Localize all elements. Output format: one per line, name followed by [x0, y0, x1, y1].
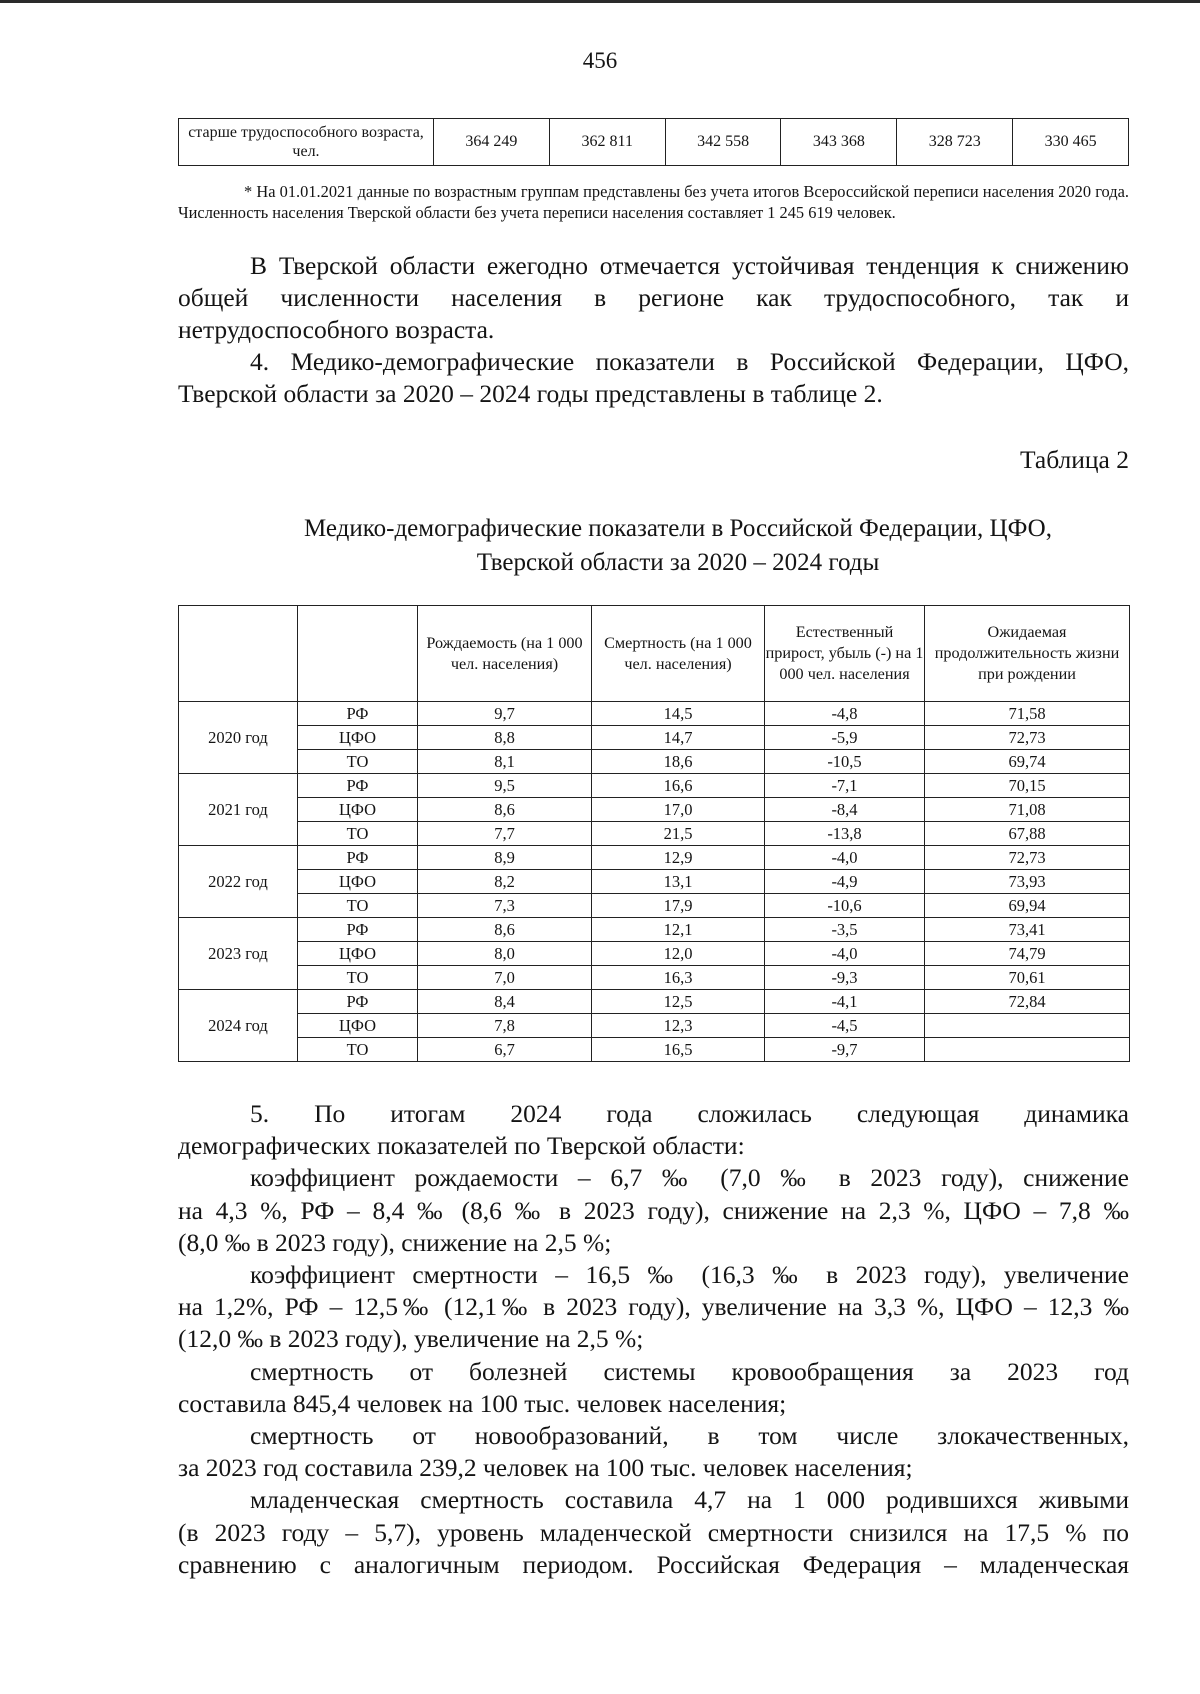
life-expectancy-cell: 67,88	[925, 822, 1130, 846]
region-cell: ТО	[298, 894, 418, 918]
table-title-line: Тверской области за 2020 – 2024 годы	[476, 549, 880, 576]
row-label: старше трудоспособного возраста, чел.	[179, 119, 434, 166]
table-cell: 364 249	[434, 119, 550, 166]
text-line: за 2023 год составила 239,2 человек на 100 тыс. человек населения;	[178, 1453, 913, 1483]
region-cell: ЦФО	[298, 1014, 418, 1038]
footnote-text: * На 01.01.2021 данные по возрастным группам представлены без учета итогов Всероссийской переписи населения 2020 года. Численность населения Тверской области без учета переписи населения составляет 1 245 619 человек.	[178, 182, 1129, 222]
birth-rate-cell: 7,3	[418, 894, 592, 918]
text-line: 5. По итогам 2024 года сложилась следующая динамика	[250, 1099, 1129, 1128]
table-row	[179, 894, 1130, 918]
year-cell: 2024 год	[179, 990, 298, 1062]
birth-rate-cell: 7,8	[418, 1014, 592, 1038]
death-rate-cell: 12,9	[592, 846, 765, 870]
year-cell: 2020 год	[179, 702, 298, 774]
death-rate-cell: 12,1	[592, 918, 765, 942]
text-line: коэффициент рождаемости – 6,7 ‰ (7,0 ‰ в 2023 году), снижение	[250, 1163, 1129, 1193]
region-cell: ТО	[298, 822, 418, 846]
birth-rate-cell: 8,1	[418, 750, 592, 774]
text-line: (8,0 ‰ в 2023 году), снижение на 2,5 %;	[178, 1227, 612, 1257]
region-cell: ЦФО	[298, 726, 418, 750]
year-cell: 2022 год	[179, 846, 298, 918]
paragraph-4	[178, 346, 1129, 410]
birth-rate-cell: 7,0	[418, 966, 592, 990]
table-row	[179, 726, 1130, 750]
paragraph-text: 4. Медико-демографические показатели в Российской Федерации, ЦФО, Тверской области за 2020 – 2024 годы представлены в таблице 2.	[178, 347, 1129, 408]
region-cell: РФ	[298, 846, 418, 870]
birth-rate-cell: 8,6	[418, 798, 592, 822]
death-rate-cell: 16,6	[592, 774, 765, 798]
region-cell: ТО	[298, 966, 418, 990]
region-cell: РФ	[298, 918, 418, 942]
table-label: Таблица 2	[1019, 445, 1129, 474]
text-line: составила 845,4 человек на 100 тыс. человек населения;	[178, 1388, 787, 1418]
paragraph-text: В Тверской области ежегодно отмечается устойчивая тенденция к снижению общей численности населения в регионе как трудоспособного, так и нетрудоспособного возраста.	[178, 251, 1129, 344]
text-line: коэффициент смертности – 16,5 ‰ (16,3 ‰ в 2023 году), увеличение	[250, 1260, 1129, 1290]
birth-rate-cell: 9,5	[418, 774, 592, 798]
death-rate-cell: 16,5	[592, 1038, 765, 1062]
natural-growth-cell: -9,3	[765, 966, 925, 990]
table-row	[179, 1038, 1130, 1062]
death-rate-cell: 17,0	[592, 798, 765, 822]
table-cell: 362 811	[549, 119, 665, 166]
column-header	[179, 606, 298, 702]
table-row	[179, 942, 1130, 966]
region-cell: ТО	[298, 750, 418, 774]
text-line: смертность от болезней системы кровообращения за 2023 год	[250, 1356, 1129, 1386]
death-rate-cell: 16,3	[592, 966, 765, 990]
birth-rate-cell: 7,7	[418, 822, 592, 846]
region-cell: ЦФО	[298, 942, 418, 966]
year-cell: 2021 год	[179, 774, 298, 846]
natural-growth-cell: -3,5	[765, 918, 925, 942]
birth-rate-cell: 9,7	[418, 702, 592, 726]
natural-growth-cell: -4,1	[765, 990, 925, 1014]
text-line: на 1,2%, РФ – 12,5‰ (12,1‰ в 2023 году), увеличение на 3,3 %, ЦФО – 12,3 ‰	[178, 1292, 1129, 1322]
text-line: смертность от новообразований, в том числе злокачественных,	[250, 1421, 1129, 1451]
table-row	[179, 966, 1130, 990]
life-expectancy-cell: 71,08	[925, 798, 1130, 822]
birth-rate-cell: 8,2	[418, 870, 592, 894]
life-expectancy-cell: 72,84	[925, 990, 1130, 1014]
table-title	[178, 512, 1178, 580]
death-rate-cell: 13,1	[592, 870, 765, 894]
birth-rate-cell: 8,0	[418, 942, 592, 966]
death-rate-cell: 21,5	[592, 822, 765, 846]
text-line: младенческая смертность составила 4,7 на 1 000 родившихся живыми	[250, 1485, 1129, 1515]
table-row	[179, 918, 1130, 942]
death-rate-cell: 12,3	[592, 1014, 765, 1038]
region-cell: ЦФО	[298, 798, 418, 822]
natural-growth-cell: -7,1	[765, 774, 925, 798]
natural-growth-cell: -10,6	[765, 894, 925, 918]
birth-rate-cell: 8,8	[418, 726, 592, 750]
table-title-line: Медико-демографические показатели в Российской Федерации, ЦФО,	[304, 515, 1052, 542]
table-row	[179, 822, 1130, 846]
region-cell: РФ	[298, 702, 418, 726]
birth-rate-cell: 6,7	[418, 1038, 592, 1062]
natural-growth-cell: -4,8	[765, 702, 925, 726]
table-row	[179, 1014, 1130, 1038]
table-cell: 342 558	[665, 119, 781, 166]
medical-demographic-table	[178, 605, 1130, 1062]
life-expectancy-cell: 73,41	[925, 918, 1130, 942]
column-header	[298, 606, 418, 702]
natural-growth-cell: -4,0	[765, 942, 925, 966]
life-expectancy-cell: 72,73	[925, 846, 1130, 870]
natural-growth-cell: -10,5	[765, 750, 925, 774]
birth-rate-cell: 8,9	[418, 846, 592, 870]
natural-growth-cell: -5,9	[765, 726, 925, 750]
table-header-row	[179, 606, 1130, 702]
text-line: на 4,3 %, РФ – 8,4 ‰ (8,6 ‰ в 2023 году), снижение на 2,3 %, ЦФО – 7,8 ‰	[178, 1195, 1129, 1225]
region-cell: РФ	[298, 774, 418, 798]
birth-rate-cell: 8,4	[418, 990, 592, 1014]
page-top-border	[0, 0, 1200, 3]
page-number: 456	[582, 48, 618, 73]
life-expectancy-cell: 73,93	[925, 870, 1130, 894]
natural-growth-cell: -9,7	[765, 1038, 925, 1062]
natural-growth-cell: -13,8	[765, 822, 925, 846]
region-cell: ТО	[298, 1038, 418, 1062]
natural-growth-cell: -4,0	[765, 846, 925, 870]
life-expectancy-cell: 71,58	[925, 702, 1130, 726]
life-expectancy-cell: 69,74	[925, 750, 1130, 774]
natural-growth-cell: -8,4	[765, 798, 925, 822]
section-5	[178, 1098, 1129, 1581]
natural-growth-cell: -4,5	[765, 1014, 925, 1038]
table-cell: 330 465	[1013, 119, 1129, 166]
life-expectancy-cell	[925, 1038, 1130, 1062]
death-rate-cell: 14,7	[592, 726, 765, 750]
life-expectancy-cell: 74,79	[925, 942, 1130, 966]
table-row	[179, 798, 1130, 822]
life-expectancy-cell: 69,94	[925, 894, 1130, 918]
column-header-life-expectancy: Ожидаемая продолжительность жизни при рождении	[925, 606, 1130, 702]
paragraph-trend	[178, 250, 1129, 346]
region-cell: РФ	[298, 990, 418, 1014]
column-header-natural-growth: Естественный прирост, убыль (-) на 1 000 чел. населения	[765, 606, 925, 702]
column-header-birth-rate: Рождаемость (на 1 000 чел. населения)	[418, 606, 592, 702]
life-expectancy-cell: 72,73	[925, 726, 1130, 750]
death-rate-cell: 12,0	[592, 942, 765, 966]
death-rate-cell: 18,6	[592, 750, 765, 774]
region-cell: ЦФО	[298, 870, 418, 894]
birth-rate-cell: 8,6	[418, 918, 592, 942]
table-cell: 328 723	[897, 119, 1013, 166]
death-rate-cell: 14,5	[592, 702, 765, 726]
table-row	[179, 750, 1130, 774]
death-rate-cell: 17,9	[592, 894, 765, 918]
life-expectancy-cell: 70,61	[925, 966, 1130, 990]
table-cell: 343 368	[781, 119, 897, 166]
text-line: сравнению с аналогичным периодом. Российская Федерация – младенческая	[178, 1549, 1129, 1579]
table-row	[179, 870, 1130, 894]
text-line: демографических показателей по Тверской области:	[178, 1131, 745, 1161]
life-expectancy-cell	[925, 1014, 1130, 1038]
table-row	[179, 119, 1129, 166]
table-row	[179, 846, 1130, 870]
column-header-death-rate: Смертность (на 1 000 чел. населения)	[592, 606, 765, 702]
natural-growth-cell: -4,9	[765, 870, 925, 894]
table-row	[179, 702, 1130, 726]
death-rate-cell: 12,5	[592, 990, 765, 1014]
year-cell: 2023 год	[179, 918, 298, 990]
population-table-continuation	[178, 118, 1129, 166]
table-row	[179, 990, 1130, 1014]
life-expectancy-cell: 70,15	[925, 774, 1130, 798]
footnote	[178, 181, 1129, 223]
text-line: (12,0 ‰ в 2023 году), увеличение на 2,5 %;	[178, 1324, 644, 1354]
text-line: (в 2023 году – 5,7), уровень младенческой смертности снизился на 17,5 % по	[178, 1517, 1129, 1547]
table-row	[179, 774, 1130, 798]
